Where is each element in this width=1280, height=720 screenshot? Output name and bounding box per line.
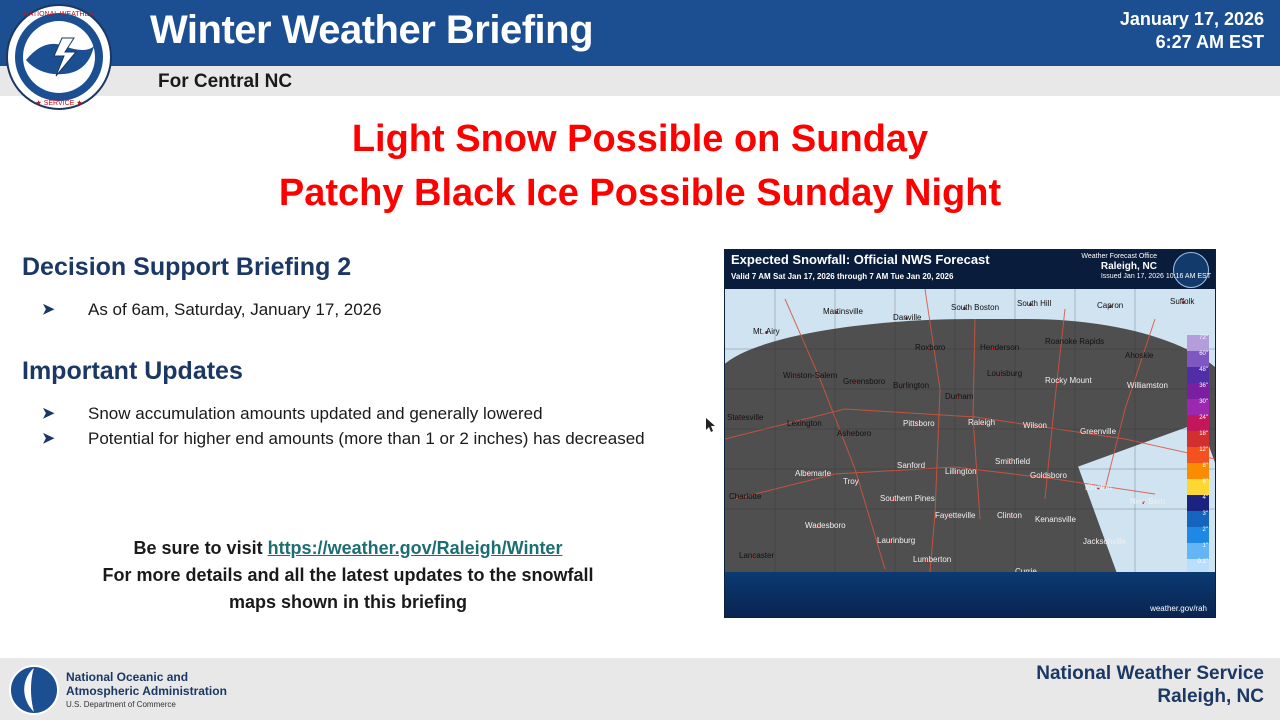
map-city-label: Raleigh [968,418,996,427]
arrow-icon: ➤ [42,430,55,447]
noaa-line-2: Atmospheric Administration [66,684,227,698]
svg-text:★ SERVICE ★: ★ SERVICE ★ [35,100,83,107]
list-item [42,401,682,426]
map-city-label: Troy [843,477,859,486]
list-item-label: As of 6am, Saturday, January 17, 2026 [88,300,382,319]
noaa-agency-text [66,670,227,712]
map-legend-item: 0.1" [1187,559,1209,575]
arrow-icon: ➤ [42,301,55,318]
page-title: Winter Weather Briefing [150,8,594,52]
map-city-label: Kenansville [1035,515,1076,524]
visit-line-1 [18,535,678,562]
map-office-name: Raleigh, NC [1100,261,1157,272]
map-legend-item: 24" [1187,415,1209,431]
map-city-label: Kinston [1085,483,1112,492]
list-item [42,297,642,322]
map-city-label: Pittsboro [903,419,935,428]
map-city-label: South Boston [951,303,1000,312]
map-city-label: Ahoskie [1125,351,1154,360]
map-city-label: Asheboro [837,429,872,438]
section-heading-updates: Important Updates [22,357,243,385]
header-subtitle: For Central NC [158,71,293,92]
map-city-label: Martinsville [823,307,864,316]
noaa-line-1: National Oceanic and [66,670,189,684]
header-date: January 17, 2026 [1119,9,1264,29]
map-city-label: Goldsboro [1030,471,1067,480]
map-legend-item: 18" [1187,431,1209,447]
map-city-label: Suffolk [1170,297,1195,306]
footer-office [1036,662,1264,708]
map-city-label: Louisburg [987,369,1023,378]
map-city-label: Lillington [945,467,977,476]
map-city-label: Henderson [980,343,1020,352]
map-city-label: Roxboro [915,343,946,352]
map-city-label: Durham [945,392,974,401]
map-city-label: Clinton [997,511,1022,520]
map-nws-seal-icon [1173,252,1209,288]
visit-callout [18,535,678,616]
map-office-label: Weather Forecast Office [1081,253,1157,260]
map-city-label: New Bern [1130,497,1166,506]
map-footer [725,572,1215,617]
visit-line-3: maps shown in this briefing [228,592,468,612]
map-legend-item: 36" [1187,383,1209,399]
header-datetime [1120,8,1264,54]
svg-text:NATIONAL WEATHER: NATIONAL WEATHER [23,11,95,18]
nws-seal-icon [4,2,114,112]
map-legend [1187,335,1209,575]
map-canvas [725,289,1215,572]
map-valid-period: Valid 7 AM Sat Jan 17, 2026 through 7 AM Tue Jan 20, 2026 [731,272,954,281]
map-city-label: Danville [893,313,922,322]
map-legend-item: 60" [1187,351,1209,367]
map-legend-item: 8" [1187,463,1209,479]
map-city-label: Lumberton [913,555,952,564]
map-city-label: Rocky Mount [1045,376,1092,385]
map-city-label: Winston-Salem [783,371,838,380]
map-city-label: Smithfield [995,457,1031,466]
visit-lead-text: Be sure to visit [133,538,268,558]
map-city-label: Capron [1097,301,1124,310]
headline [0,112,1280,220]
map-office [1081,252,1157,273]
map-title: Expected Snowfall: Official NWS Forecast [731,252,990,267]
map-city-label: Roanoke Rapids [1045,337,1105,346]
map-legend-item: 3" [1187,511,1209,527]
arrow-icon: ➤ [42,405,55,422]
map-city-label: Jacksonville [1083,537,1127,546]
map-legend-item: 12" [1187,447,1209,463]
headline-line-2: Patchy Black Ice Possible Sunday Night [278,172,1002,214]
map-city-label: Burlington [893,381,930,390]
map-city-label: Lexington [787,419,822,428]
list-item-label: Snow accumulation amounts updated and generally lowered [88,404,543,423]
map-city-label: Fayetteville [935,511,976,520]
map-roads-overlay [725,289,1215,572]
map-legend-item: 48" [1187,367,1209,383]
map-issued-time: Issued Jan 17, 2026 10:16 AM EST [1100,273,1211,280]
map-city-label: Sanford [897,461,926,470]
map-credit: weather.gov/rah [1150,604,1207,613]
map-legend-item: 4" [1187,495,1209,511]
noaa-seal-icon [8,664,60,716]
map-city-label: Greenville [1080,427,1117,436]
map-city-label: Williamston [1127,381,1168,390]
map-city-label: Laurinburg [877,536,916,545]
map-legend-item: 30" [1187,399,1209,415]
section-heading-briefing: Decision Support Briefing 2 [22,253,352,281]
map-city-label: Charlotte [729,492,762,501]
map-city-label: South Hill [1017,299,1052,308]
map-city-label: Mt. Airy [753,327,780,336]
list-item-label: Potential for higher end amounts (more than 1 or 2 inches) has decreased [88,429,645,448]
map-city-label: Southern Pines [880,494,935,503]
list-item [42,426,682,451]
map-legend-item: 1" [1187,543,1209,559]
headline-line-1: Light Snow Possible on Sunday [351,118,929,160]
mouse-cursor [706,418,715,432]
map-city-label: Albemarle [795,469,832,478]
visit-line-2: For more details and all the latest updates to the snowfall [102,565,594,585]
snowfall-forecast-map[interactable] [724,249,1216,618]
map-legend-item: 2" [1187,527,1209,543]
map-legend-item: 6" [1187,479,1209,495]
map-city-label: Wilson [1023,421,1048,430]
footer-office-line-1: National Weather Service [1036,663,1264,684]
map-city-label: Greensboro [843,377,886,386]
noaa-line-3: U.S. Department of Commerce [66,700,176,709]
map-city-label: Lancaster [739,551,775,560]
map-legend-item: 72" [1187,335,1209,351]
winter-page-link[interactable]: https://weather.gov/Raleigh/Winter [267,538,563,558]
map-city-label: Wadesboro [805,521,846,530]
footer-office-line-2: Raleigh, NC [1157,686,1264,707]
map-city-label: Statesville [727,413,764,422]
header-time: 6:27 AM EST [1155,32,1264,52]
